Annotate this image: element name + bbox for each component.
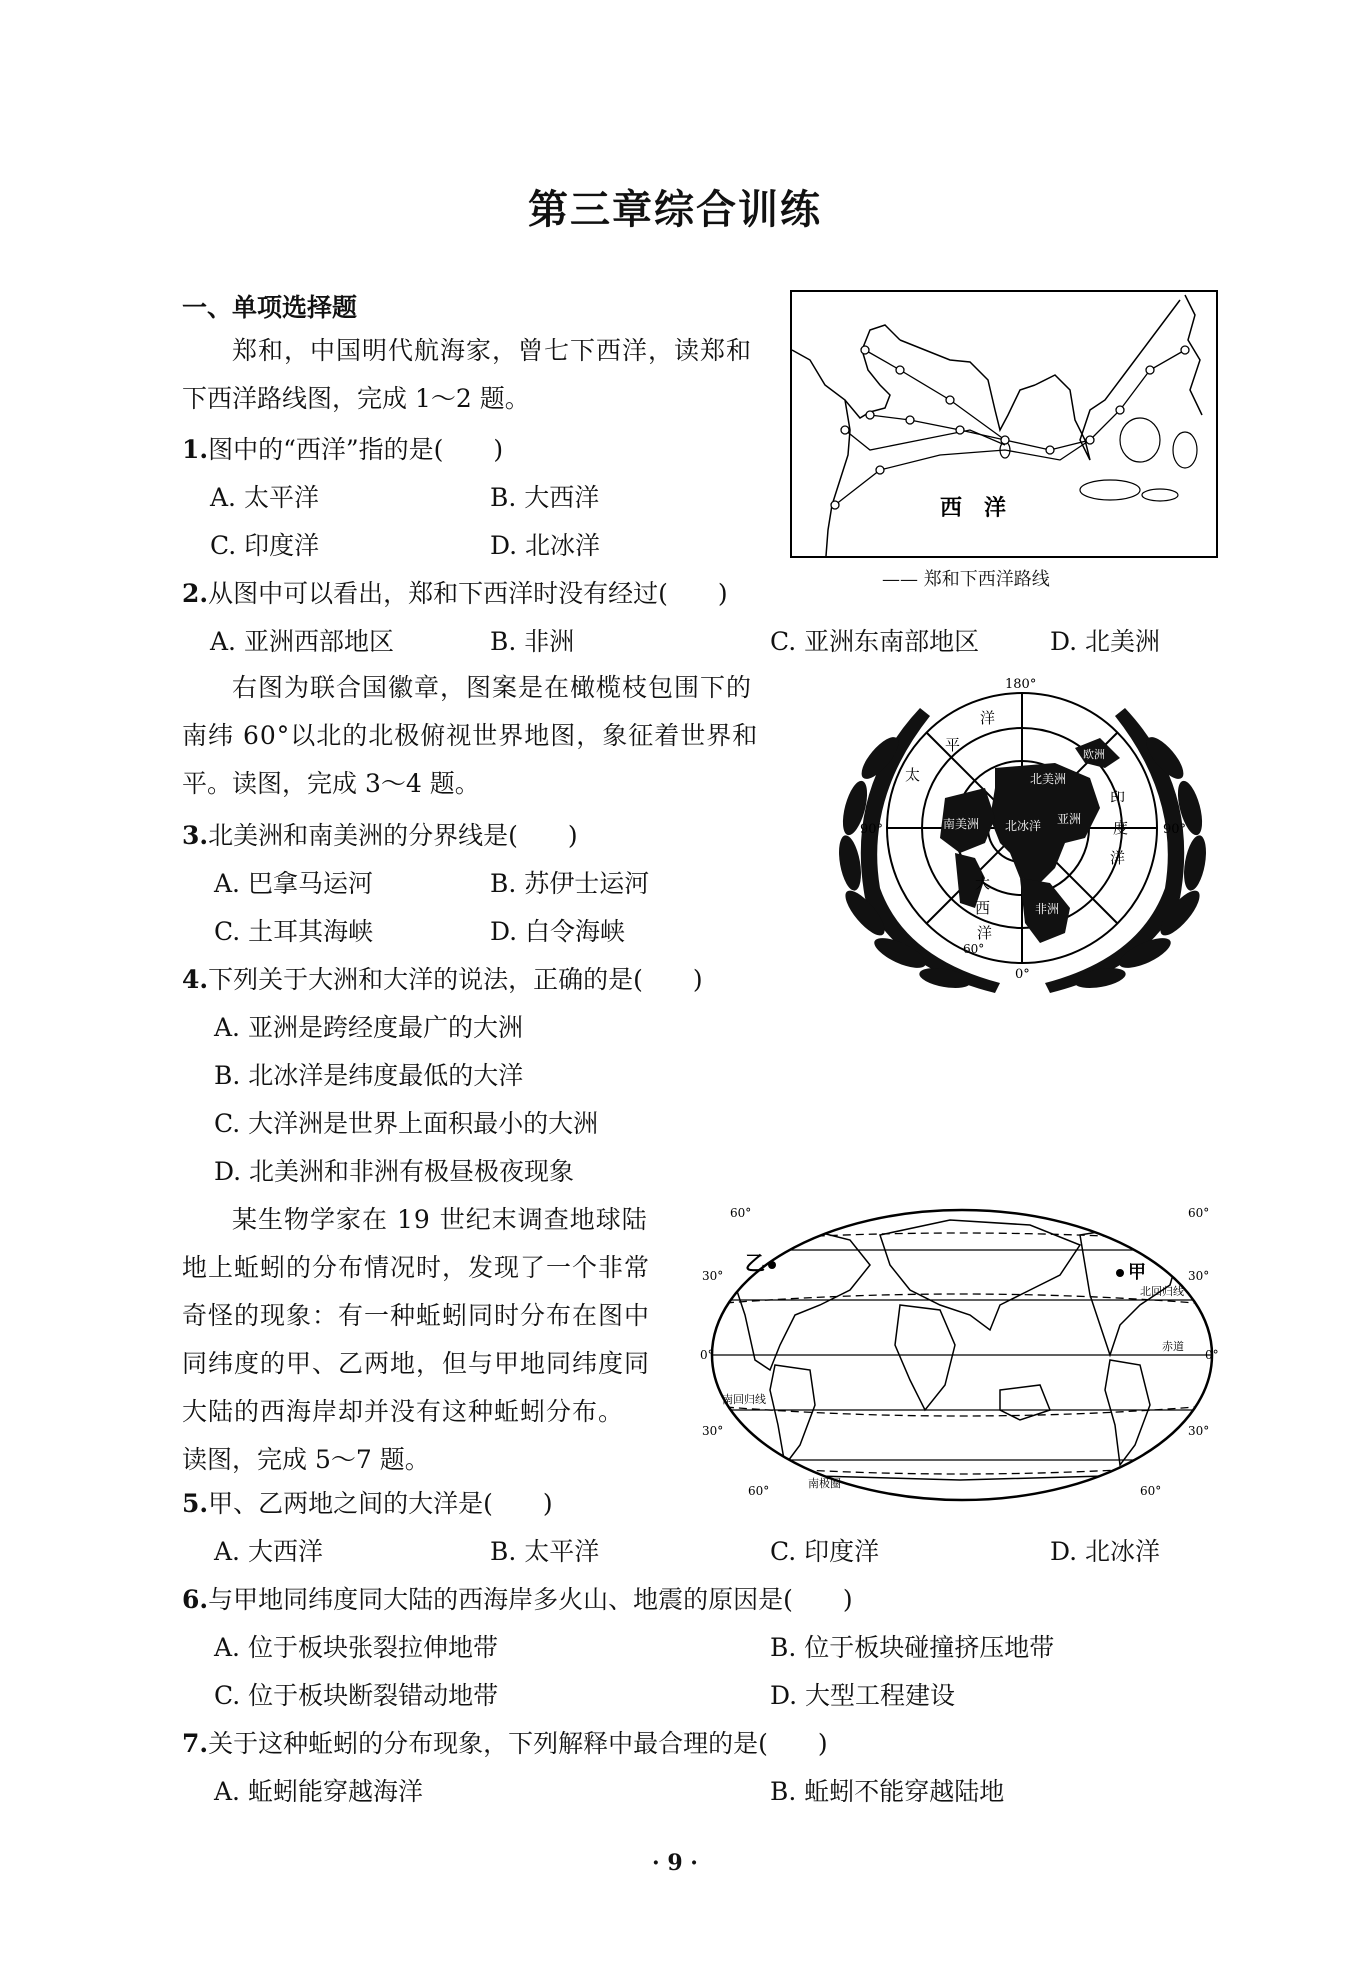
map1-caption: —— 郑和下西洋路线 [882,569,1050,590]
q6-option-c[interactable]: C. 位于板块断裂错动地带 [214,1681,499,1710]
q1-option-b[interactable]: B. 大西洋 [490,483,600,512]
question-text: 关于这种蚯蚓的分布现象，下列解释中最合理的是( ) [208,1729,828,1758]
emblem-europe: 欧洲 [1083,748,1105,761]
question-number: 3. [182,821,209,850]
emblem-arctic: 北冰洋 [1005,819,1042,833]
q6-option-a[interactable]: A. 位于板块张裂拉伸地带 [214,1633,498,1662]
emblem-indian-2: 度 [1113,819,1129,837]
question-number: 2. [182,579,209,608]
stem2-line2: 南纬 60°以北的北极俯视世界地图，象征着世界和 [182,721,759,750]
map-lat-60-sw: 60° [748,1484,770,1498]
q5-option-c[interactable]: C. 印度洋 [770,1537,880,1566]
question-text: 从图中可以看出，郑和下西洋时没有经过( ) [208,579,728,608]
question-3 [182,816,578,852]
emblem-indian-1: 印 [1110,789,1126,807]
stem3-line6: 读图，完成 5～7 题。 [182,1445,430,1474]
emblem-atlantic-3: 洋 [977,924,993,942]
q4-option-d[interactable]: D. 北美洲和非洲有极昼极夜现象 [214,1157,575,1186]
question-number: 1. [182,435,209,464]
emblem-pacific-2: 洋 [980,709,996,727]
map-equator: 赤道 [1162,1340,1184,1353]
emblem-lon-0: 0° [1015,967,1030,982]
emblem-pacific-3: 太 [905,766,921,784]
map1-ocean-label: 西 洋 [940,495,1007,521]
map-lat-30-nw: 30° [702,1269,724,1283]
stem1-line1: 郑和，中国明代航海家，曾七下西洋，读郑和 [232,336,753,365]
emblem-lon-90-left: 90° [860,822,884,837]
emblem-lon-180: 180° [1005,677,1037,692]
stem3-line3: 奇怪的现象：有一种蚯蚓同时分布在图中 [182,1301,651,1330]
q3-option-a[interactable]: A. 巴拿马运河 [214,869,373,898]
map-lat-0-w: 0° [700,1348,714,1362]
q3-option-c[interactable]: C. 土耳其海峡 [214,917,374,946]
q3-option-d[interactable]: D. 白令海峡 [490,917,626,946]
question-number: 5. [182,1489,209,1518]
q1-option-a[interactable]: A. 太平洋 [210,483,319,512]
stem3-line1: 某生物学家在 19 世纪末调查地球陆 [232,1205,648,1234]
emblem-north-america: 北美洲 [1030,772,1067,786]
q2-option-b[interactable]: B. 非洲 [490,627,575,656]
map-label-yi: 乙 [745,1251,765,1275]
map-lat-30-se: 30° [1188,1424,1210,1438]
map-lat-0-e: 0° [1205,1348,1219,1362]
q7-option-a[interactable]: A. 蚯蚓能穿越海洋 [214,1777,423,1806]
question-text: 图中的“西洋”指的是( ) [208,435,504,464]
emblem-africa: 非洲 [1035,902,1060,916]
map-lat-60-se: 60° [1140,1484,1162,1498]
question-text: 北美洲和南美洲的分界线是( ) [208,821,578,850]
q4-option-a[interactable]: A. 亚洲是跨经度最广的大洲 [214,1013,523,1042]
question-4 [182,960,703,996]
emblem-atlantic-2: 西 [975,899,991,917]
un-emblem-figure [825,668,1220,1003]
q2-option-d[interactable]: D. 北美洲 [1050,627,1161,656]
stem3-line2: 地上蚯蚓的分布情况时，发现了一个非常 [182,1253,651,1282]
map-lat-30-sw: 30° [702,1424,724,1438]
map-tropic-s: 南回归线 [722,1393,766,1406]
stem1-line2: 下西洋路线图，完成 1～2 题。 [182,384,530,413]
stem3-line5: 大陆的西海岸却并没有这种蚯蚓分布。 [182,1397,625,1426]
emblem-pacific-1: 平 [945,736,961,754]
q5-option-d[interactable]: D. 北冰洋 [1050,1537,1161,1566]
question-number: 6. [182,1585,209,1614]
map-lat-60-nw: 60° [730,1206,752,1220]
question-5 [182,1484,553,1520]
q3-option-b[interactable]: B. 苏伊士运河 [490,869,650,898]
question-1 [182,430,503,466]
question-text: 与甲地同纬度同大陆的西海岸多火山、地震的原因是( ) [208,1585,853,1614]
map-lat-30-ne: 30° [1188,1269,1210,1283]
stem2-line1: 右图为联合国徽章，图案是在橄榄枝包围下的 [232,673,753,702]
q2-option-a[interactable]: A. 亚洲西部地区 [210,627,394,656]
page-number: · 9 · [652,1850,698,1876]
emblem-lon-90-right: 90° [1163,822,1187,837]
q6-option-d[interactable]: D. 大型工程建设 [770,1681,956,1710]
emblem-lat-60: 60° [963,942,985,956]
q6-option-b[interactable]: B. 位于板块碰撞挤压地带 [770,1633,1055,1662]
section-heading: 一、单项选择题 [182,293,358,322]
stem3-line4: 同纬度的甲、乙两地，但与甲地同纬度同 [182,1349,651,1378]
q4-option-c[interactable]: C. 大洋洲是世界上面积最小的大洲 [214,1109,599,1138]
map-lat-60-ne: 60° [1188,1206,1210,1220]
q1-option-d[interactable]: D. 北冰洋 [490,531,601,560]
zheng-he-route-map [790,290,1218,558]
question-number: 7. [182,1729,209,1758]
question-text: 甲、乙两地之间的大洋是( ) [208,1489,553,1518]
earthworm-world-map [700,1195,1220,1515]
page-title: 第三章综合训练 [528,186,822,233]
q2-option-c[interactable]: C. 亚洲东南部地区 [770,627,980,656]
stem2-line3: 平。读图，完成 3～4 题。 [182,769,480,798]
question-2 [182,574,728,610]
emblem-south-america: 南美洲 [943,817,980,831]
emblem-atlantic-1: 大 [975,874,991,892]
emblem-indian-3: 洋 [1110,849,1126,867]
map-label-jia: 甲 [1128,1262,1146,1283]
q5-option-a[interactable]: A. 大西洋 [214,1537,323,1566]
q7-option-b[interactable]: B. 蚯蚓不能穿越陆地 [770,1777,1005,1806]
q4-option-b[interactable]: B. 北冰洋是纬度最低的大洋 [214,1061,524,1090]
question-text: 下列关于大洲和大洋的说法，正确的是( ) [208,965,703,994]
q1-option-c[interactable]: C. 印度洋 [210,531,320,560]
question-7 [182,1724,828,1760]
question-6 [182,1580,853,1616]
question-number: 4. [182,965,209,994]
emblem-asia: 亚洲 [1057,812,1082,826]
map-tropic-n: 北回归线 [1140,1285,1184,1298]
q5-option-b[interactable]: B. 太平洋 [490,1537,600,1566]
map-antarctic: 南极圈 [808,1477,841,1490]
